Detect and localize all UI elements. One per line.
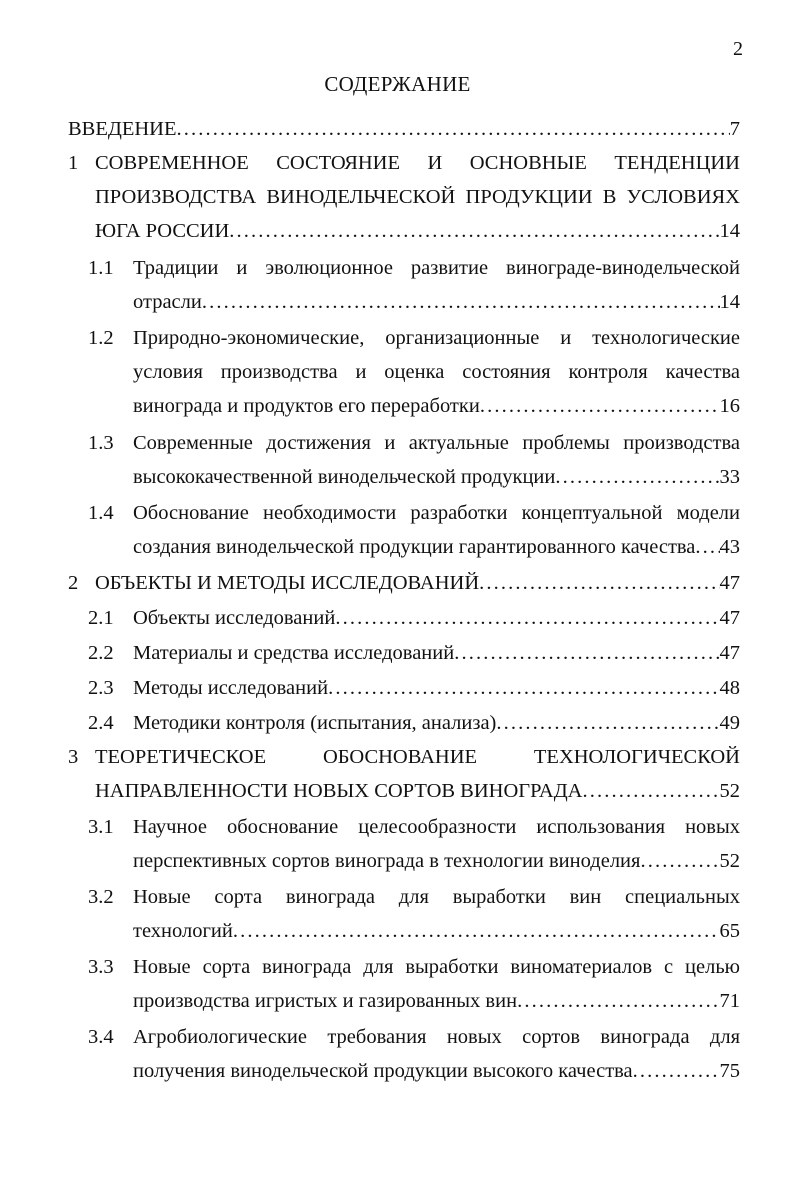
toc-page-number: 7 [729, 118, 740, 140]
toc-page-number: 75 [719, 1060, 740, 1082]
toc-page-number: 43 [719, 536, 740, 558]
toc-line [133, 1054, 740, 1088]
dot-leader [177, 112, 730, 146]
dot-leader [202, 285, 720, 319]
toc-page-number: 33 [719, 466, 740, 488]
toc-entry-number: 1 [68, 152, 79, 174]
toc-entry-text: получения винодельческой продукции высокого качества [133, 1060, 633, 1082]
toc-entry-number: 2 [68, 572, 79, 594]
dot-leader [555, 460, 719, 494]
toc-entry-text: Материалы и средства исследований [133, 642, 455, 664]
toc-entry-number: 3.2 [88, 886, 114, 908]
toc-line: ПРОИЗВОДСТВА ВИНОДЕЛЬЧЕСКОЙ ПРОДУКЦИИ В УСЛОВИЯХ [95, 186, 740, 208]
toc-line [133, 706, 740, 740]
toc-line [133, 389, 740, 423]
toc-line: СОВРЕМЕННОЕ СОСТОЯНИЕ И ОСНОВНЫЕ ТЕНДЕНЦИИ [95, 152, 740, 174]
toc-line: Традиции и эволюционное развитие винограде-винодельческой [133, 257, 740, 279]
toc-page-number: 71 [719, 990, 740, 1012]
toc-line: ТЕОРЕТИЧЕСКОЕ ОБОСНОВАНИЕ ТЕХНОЛОГИЧЕСКОЙ [95, 746, 740, 768]
toc-line [133, 460, 740, 494]
toc-entry-number: 1.3 [88, 432, 114, 454]
toc-entry-text: перспективных сортов винограда в технологии виноделия [133, 850, 641, 872]
toc-entry-number: 1.2 [88, 327, 114, 349]
toc-entry-text: высококачественной винодельческой продукции [133, 466, 556, 488]
toc-entry-number: 1.4 [88, 502, 114, 524]
dot-leader [583, 774, 720, 808]
toc-line [133, 285, 740, 319]
toc-entry-text: отрасли [133, 291, 202, 313]
toc-line [133, 984, 740, 1018]
toc-line [133, 530, 740, 564]
toc-entry-text: Объекты исследований [133, 607, 336, 629]
toc-line: Новые сорта винограда для выработки вин специальных [133, 886, 740, 908]
dot-leader [233, 914, 720, 948]
toc-page-number: 14 [719, 220, 740, 242]
dot-leader [479, 566, 719, 600]
toc-line: Агробиологические требования новых сортов винограда для [133, 1026, 740, 1048]
toc-entry-text: технологий [133, 920, 233, 942]
dot-leader [633, 1054, 720, 1088]
toc-entry-number: 1.1 [88, 257, 114, 279]
toc-entry-text: винограда и продуктов его переработки [133, 395, 480, 417]
page-number: 2 [733, 38, 743, 60]
toc-entry-number: 2.2 [88, 642, 114, 664]
toc-page-number: 14 [719, 291, 740, 313]
toc-page-number: 49 [719, 712, 740, 734]
toc-page-number: 47 [719, 572, 740, 594]
toc-line [133, 844, 740, 878]
toc-entry-text: ВВЕДЕНИЕ [68, 118, 177, 140]
toc-page-number: 47 [719, 642, 740, 664]
toc-line: Новые сорта винограда для выработки виноматериалов с целью [133, 956, 740, 978]
toc-entry-number: 2.3 [88, 677, 114, 699]
toc-line [133, 671, 740, 705]
toc-entry-text: создания винодельческой продукции гарантированного качества [133, 536, 696, 558]
toc-entry-number: 3.3 [88, 956, 114, 978]
toc-page-number: 52 [719, 850, 740, 872]
dot-leader [640, 844, 719, 878]
toc-line: условия производства и оценка состояния контроля качества [133, 361, 740, 383]
toc-line [95, 566, 740, 600]
dot-leader [480, 389, 720, 423]
dot-leader [328, 671, 719, 705]
toc-entry-number: 3 [68, 746, 79, 768]
toc-line [95, 214, 740, 248]
toc-entry-text: Методы исследований [133, 677, 329, 699]
toc-entry-number: 3.1 [88, 816, 114, 838]
toc-entry-text: Методики контроля (испытания, анализа) [133, 712, 497, 734]
toc-line [133, 601, 740, 635]
toc-page-number: 52 [719, 780, 740, 802]
toc-line: Современные достижения и актуальные проблемы производства [133, 432, 740, 454]
dot-leader [496, 706, 719, 740]
toc-line [133, 914, 740, 948]
toc-entry-text: ОБЪЕКТЫ И МЕТОДЫ ИССЛЕДОВАНИЙ [95, 572, 480, 594]
toc-page-number: 65 [719, 920, 740, 942]
toc-line [68, 112, 740, 146]
toc-entry-text: ЮГА РОССИИ [95, 220, 230, 242]
toc-line: Обоснование необходимости разработки концептуальной модели [133, 502, 740, 524]
toc-page-number: 16 [719, 395, 740, 417]
dot-leader [229, 214, 719, 248]
toc-line [95, 774, 740, 808]
toc-entry-number: 2.1 [88, 607, 114, 629]
toc-line [133, 636, 740, 670]
toc-entry-number: 3.4 [88, 1026, 114, 1048]
toc-line: Природно-экономические, организационные и технологические [133, 327, 740, 349]
toc-entry-text: НАПРАВЛЕННОСТИ НОВЫХ СОРТОВ ВИНОГРАДА [95, 780, 583, 802]
dot-leader [517, 984, 719, 1018]
dot-leader [335, 601, 719, 635]
toc-entry-text: производства игристых и газированных вин [133, 990, 518, 1012]
dot-leader [695, 530, 719, 564]
toc-line: Научное обоснование целесообразности использования новых [133, 816, 740, 838]
dot-leader [454, 636, 719, 670]
toc-page-number: 48 [719, 677, 740, 699]
toc-page-number: 47 [719, 607, 740, 629]
page-title: СОДЕРЖАНИЕ [324, 72, 471, 96]
toc-entry-number: 2.4 [88, 712, 114, 734]
